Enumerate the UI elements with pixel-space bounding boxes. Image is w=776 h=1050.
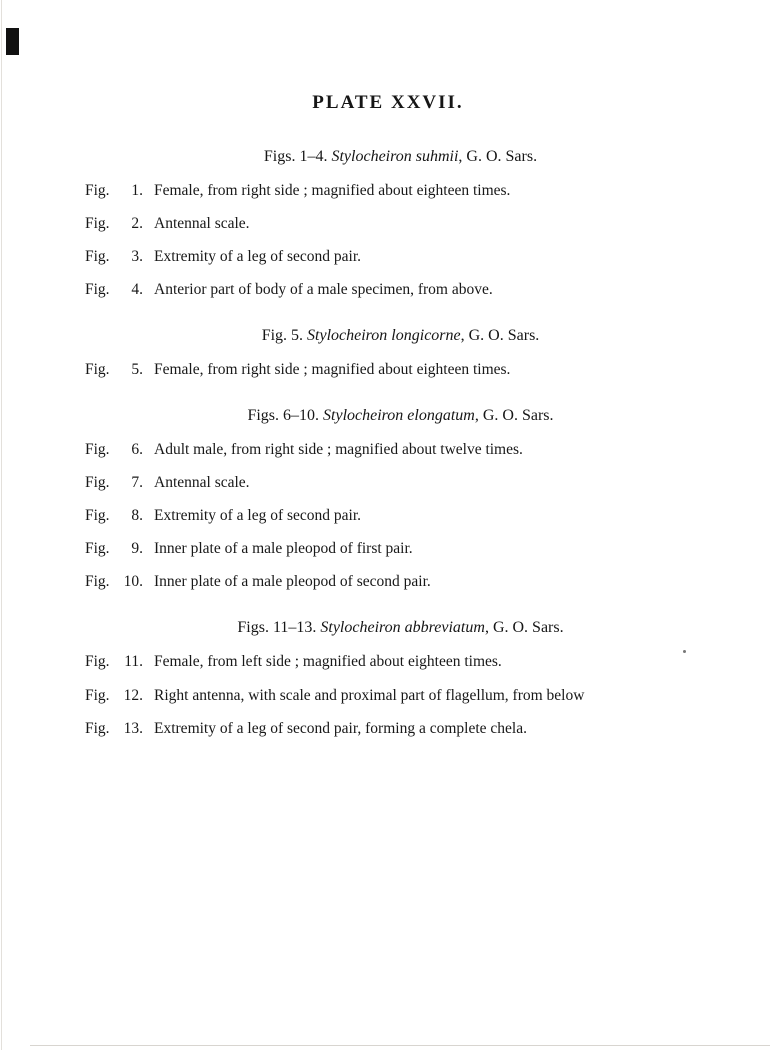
section-fig-5 — [85, 327, 716, 378]
figure-entry — [85, 281, 716, 298]
fig-description: Extremity of a leg of second pair. — [154, 248, 362, 266]
figure-entry — [85, 215, 716, 232]
species-name: Stylocheiron abbreviatum — [320, 619, 485, 637]
section-heading — [85, 148, 716, 166]
scan-artifact — [6, 28, 19, 55]
figure-list — [0, 148, 776, 737]
figure-entry — [85, 474, 716, 491]
figure-entry — [85, 540, 716, 557]
fig-number: 3. — [131, 248, 143, 266]
figure-entry — [85, 182, 716, 199]
heading-suffix: , G. O. Sars. — [484, 619, 564, 637]
fig-number: 12. — [123, 686, 143, 704]
page-bottom-edge — [30, 1045, 770, 1046]
section-heading — [85, 619, 716, 637]
page-left-edge — [1, 0, 2, 1050]
species-name: Stylocheiron longicorne — [307, 327, 461, 345]
fig-label: Fig. — [85, 507, 110, 525]
species-name: Stylocheiron suhmii — [331, 148, 459, 165]
fig-description: Inner plate of a male pleopod of second pair. — [154, 573, 431, 591]
fig-description: Extremity of a leg of second pair. — [154, 507, 362, 525]
section-figs-1-4 — [85, 148, 716, 298]
fig-label: Fig. — [85, 281, 110, 299]
heading-prefix: Fig. 5. — [261, 327, 308, 345]
fig-number: 11. — [124, 653, 143, 671]
heading-suffix: , G. O. Sars. — [474, 407, 554, 425]
fig-number: 1. — [131, 182, 143, 199]
fig-description: Female, from right side ; magnified about eighteen times. — [154, 361, 511, 379]
fig-number: 4. — [131, 281, 143, 299]
section-figs-11-13 — [85, 619, 716, 736]
fig-label: Fig. — [85, 182, 110, 199]
fig-label: Fig. — [85, 540, 110, 558]
figure-entry — [85, 248, 716, 265]
figure-entry — [85, 507, 716, 524]
fig-description: Female, from left side ; magnified about eighteen times. — [154, 653, 502, 671]
fig-number: 6. — [131, 441, 143, 459]
fig-description: Adult male, from right side ; magnified about twelve times. — [154, 441, 523, 459]
fig-label: Fig. — [85, 573, 110, 591]
fig-label: Fig. — [85, 248, 110, 266]
fig-description: Right antenna, with scale and proximal part of flagellum, from below — [154, 686, 585, 704]
heading-suffix: , G. O. Sars. — [458, 148, 538, 165]
heading-prefix: Figs. 11–13. — [237, 619, 321, 637]
fig-number: 5. — [131, 361, 143, 379]
figure-entry — [85, 573, 716, 590]
figure-entry — [85, 361, 716, 378]
fig-label: Fig. — [85, 719, 110, 737]
figure-entry — [85, 441, 716, 458]
figure-entry — [85, 687, 716, 704]
heading-suffix: , G. O. Sars. — [460, 327, 540, 345]
figure-entry — [85, 720, 716, 737]
fig-description: Anterior part of body of a male specimen, from above. — [154, 281, 493, 299]
heading-prefix: Figs. 1–4. — [263, 148, 332, 165]
species-name: Stylocheiron elongatum — [323, 407, 475, 425]
fig-label: Fig. — [85, 361, 110, 379]
fig-description: Female, from right side ; magnified about eighteen times. — [154, 182, 511, 199]
section-figs-6-10 — [85, 407, 716, 590]
scan-speck — [683, 650, 686, 653]
fig-number: 9. — [131, 540, 143, 558]
fig-number: 7. — [131, 474, 143, 492]
figure-entry — [85, 653, 716, 670]
fig-label: Fig. — [85, 441, 110, 459]
fig-description: Antennal scale. — [154, 474, 250, 492]
fig-number: 13. — [123, 719, 143, 737]
fig-description: Inner plate of a male pleopod of first pair. — [154, 540, 413, 558]
page-title: PLATE XXVII. — [312, 92, 464, 113]
fig-number: 8. — [131, 507, 143, 525]
fig-label: Fig. — [85, 215, 110, 233]
section-heading — [85, 327, 716, 345]
fig-label: Fig. — [85, 474, 110, 492]
fig-label: Fig. — [85, 686, 110, 704]
fig-number: 10. — [123, 573, 143, 591]
heading-prefix: Figs. 6–10. — [247, 407, 324, 425]
fig-description: Extremity of a leg of second pair, forming a complete chela. — [154, 719, 527, 737]
fig-label: Fig. — [85, 653, 110, 671]
fig-description: Antennal scale. — [154, 215, 250, 233]
fig-number: 2. — [131, 215, 143, 233]
section-heading — [85, 407, 716, 425]
